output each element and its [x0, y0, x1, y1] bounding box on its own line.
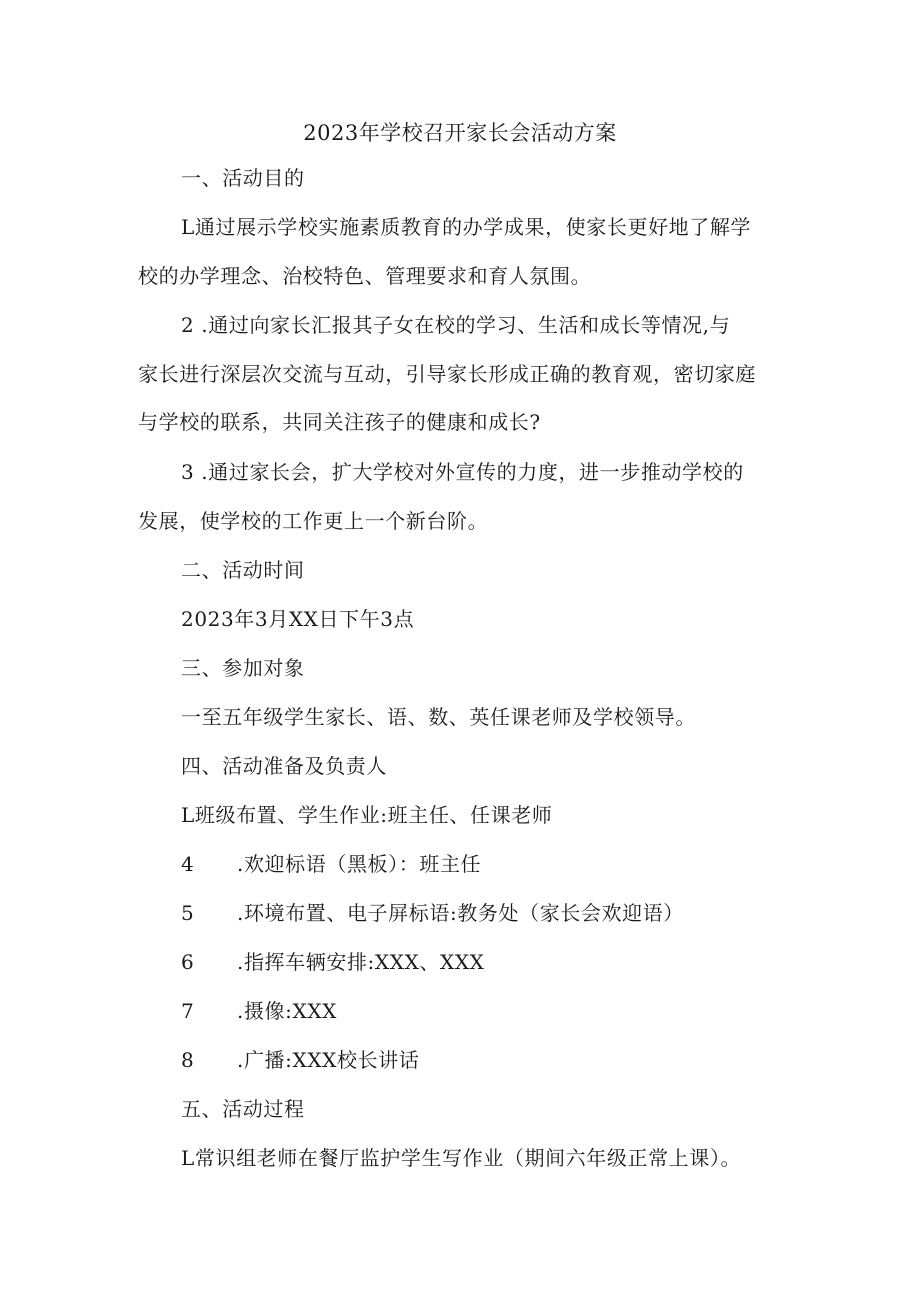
- list-item-text: .摄像:XXX: [237, 999, 338, 1023]
- list-item: [181, 897, 684, 929]
- section1-heading: 一、活动目的: [181, 166, 305, 190]
- list-item: [181, 995, 337, 1027]
- list-item-number: 4: [181, 852, 195, 876]
- list-item-number: 8: [181, 1048, 195, 1072]
- section5-item1: L常识组老师在餐厅监护学生写作业（期间六年级正常上课）。: [181, 1146, 742, 1170]
- section1-item2-line3: 与学校的联系，共同关注孩子的健康和成长?: [138, 410, 541, 434]
- list-item: [181, 848, 481, 880]
- section2-content: 2023年3月XX日下午3点: [181, 607, 415, 631]
- list-item-number: 5: [181, 901, 195, 925]
- list-item-number: 6: [181, 950, 195, 974]
- list-item-text: .欢迎标语（黑板）：班主任: [237, 852, 482, 876]
- document-title: 2023年学校召开家长会活动方案: [303, 121, 617, 145]
- section2-heading: 二、活动时间: [181, 558, 305, 582]
- section1-item2-line2: 家长进行深层次交流与互动，引导家长形成正确的教育观，密切家庭: [138, 362, 756, 386]
- section5-heading: 五、活动过程: [181, 1097, 305, 1121]
- list-item-text: .广播:XXX校长讲话: [237, 1048, 420, 1072]
- section3-heading: 三、参加对象: [181, 656, 305, 680]
- section4-heading: 四、活动准备及负责人: [181, 754, 387, 778]
- section1-item3-line2: 发展，使学校的工作更上一个新台阶。: [138, 509, 489, 533]
- section1-item3-line1: 3 .通过家长会，扩大学校对外宣传的力度，进一步推动学校的: [181, 460, 744, 484]
- list-item: [181, 946, 485, 978]
- section4-item1: L班级布置、学生作业:班主任、任课老师: [181, 803, 553, 827]
- list-item-number: 7: [181, 999, 195, 1023]
- list-item-text: .指挥车辆安排:XXX、XXX: [237, 950, 485, 974]
- list-item-text: .环境布置、电子屏标语:教务处（家长会欢迎语）: [237, 901, 684, 925]
- section1-item1-line2: 校的办学理念、治校特色、管理要求和育人氛围。: [138, 264, 592, 288]
- section3-content: 一至五年级学生家长、语、数、英任课老师及学校领导。: [181, 705, 696, 729]
- section1-item1-line1: L通过展示学校实施素质教育的办学成果，使家长更好地了解学: [181, 215, 752, 239]
- section1-item2-line1: 2 .通过向家长汇报其子女在校的学习、生活和成长等情况,与: [181, 313, 731, 337]
- list-item: [181, 1044, 419, 1076]
